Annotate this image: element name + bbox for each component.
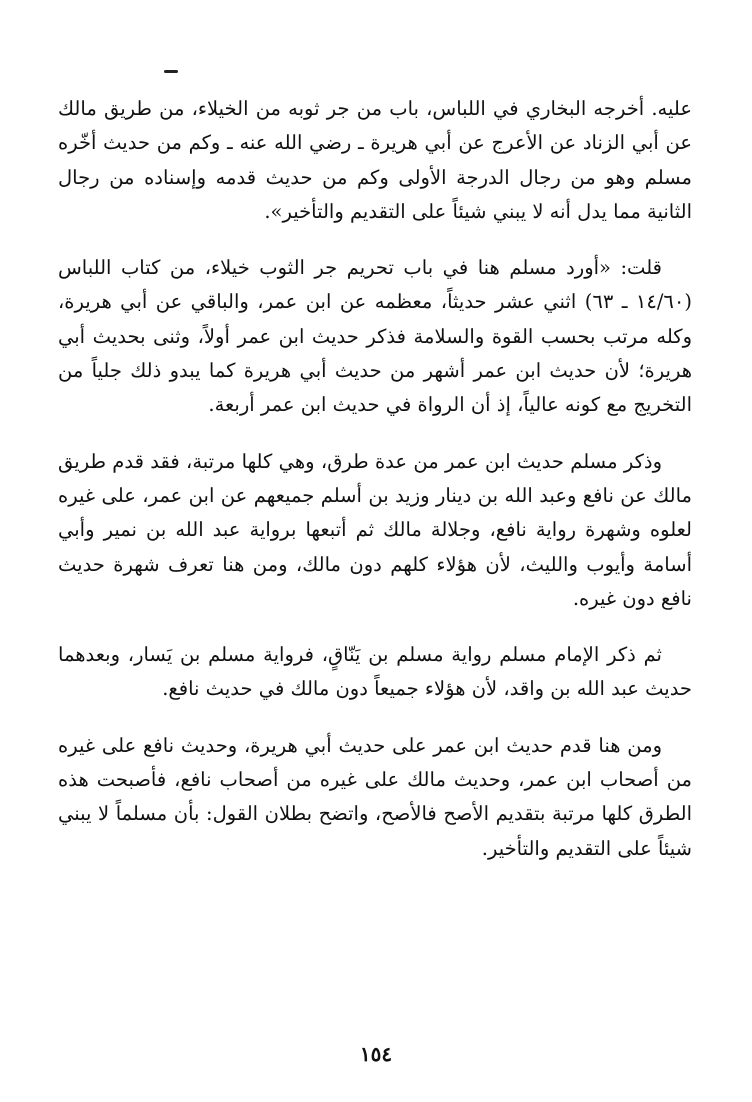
ink-mark [164, 70, 178, 73]
page-body [58, 92, 692, 866]
page-number: ١٥٤ [359, 1042, 393, 1066]
paragraph-commentary: قلت: «أورد مسلم هنا في باب تحريم جر الثوب خيلاء، من كتاب اللباس (١٤/٦٠ ـ ٦٣) اثني عشر حديثاً، معظمه عن ابن عمر، والباقي عن أبي هريرة، وكله مرتب بحسب القوة والسلامة فذكر حديث ابن عمر أولاً، وثنى بحديث أبي هريرة؛ لأن حديث ابن عمر أشهر من حديث أبي هريرة كما يبدو ذلك جلياً من التخريج مع كونه عالياً، إذ أن الرواة في حديث ابن عمر أربعة. [58, 256, 692, 417]
paragraph-conclusion: ومن هنا قدم حديث ابن عمر على حديث أبي هريرة، وحديث نافع على غيره من أصحاب ابن عمر، وحديث مالك على غيره من أصحاب نافع، فأصبحت هذه الطرق كلها مرتبة بتقديم الأصح فالأصح، واتضح بطلان القول: بأن مسلماً لا يبني شيئاً على التقديم والتأخير. [58, 733, 692, 860]
paragraph-ibn-umar-routes: وذكر مسلم حديث ابن عمر من عدة طرق، وهي كلها مرتبة، فقد قدم طريق مالك عن نافع وعبد الله بن دينار وزيد بن أسلم جميعهم عن ابن عمر، على غيره لعلوه وشهرة رواية نافع، وجلالة مالك ثم أتبعها برواية عبد الله بن نمير وأبي أسامة وأيوب والليث، لأن هؤلاء كلهم دون مالك، ومن هنا تعرف شهرة حديث نافع دون غيره. [58, 449, 692, 610]
paragraph-muslim-narrators: ثم ذكر الإمام مسلم رواية مسلم بن يَنّاقٍ، فرواية مسلم بن يَسار، وبعدهما حديث عبد الله بن واقد، لأن هؤلاء جميعاً دون مالك في حديث نافع. [58, 643, 692, 701]
paragraph-continuation: عليه. أخرجه البخاري في اللباس، باب من جر ثوبه من الخيلاء، من طريق مالك عن أبي الزناد عن الأعرج عن أبي هريرة ـ رضي الله عنه ـ وكم من حديث أخّره مسلم وهو من رجال الدرجة الأولى وكم من حديث قدمه وإسناده من رجال الثانية مما يدل أنه لا يبني شيئاً على التقديم والتأخير». [58, 97, 692, 223]
